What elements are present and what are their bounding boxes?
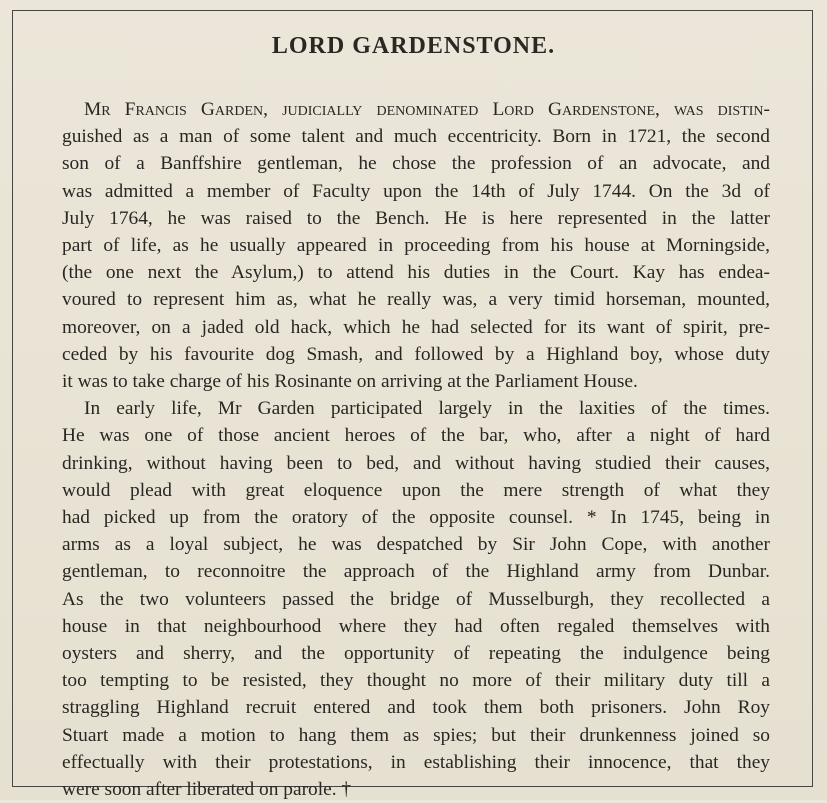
text-line: In early life, Mr Garden participated largely in the laxities of the times.	[84, 398, 770, 420]
text-line: Stuart made a motion to hang them as spies; but their drunkenness joined so	[62, 724, 770, 746]
text-line: oysters and sherry, and the opportunity of repeating the indulgence being	[62, 643, 770, 665]
text-line: moreover, on a jaded old hack, which he had selected for its want of spirit, pre-	[62, 316, 770, 338]
text-line: As the two volunteers passed the bridge of Musselburgh, they recollected a	[62, 588, 770, 610]
text-line: arms as a loyal subject, he was despatched by Sir John Cope, with another	[62, 534, 770, 556]
text-line: gentleman, to reconnoitre the approach of the Highland army from Dunbar.	[62, 561, 770, 583]
text-line: part of life, as he usually appeared in proceeding from his house at Morningside,	[62, 235, 770, 257]
text-line: July 1764, he was raised to the Bench. He is here represented in the latter	[62, 207, 770, 229]
text-line: would plead with great eloquence upon the mere strength of what they	[62, 479, 770, 501]
text-line: He was one of those ancient heroes of the bar, who, after a night of hard	[62, 425, 770, 447]
text-line: straggling Highland recruit entered and took them both prisoners. John Roy	[62, 697, 770, 719]
text-line: ceded by his favourite dog Smash, and followed by a Highland boy, whose duty	[62, 343, 770, 365]
page-title: LORD GARDENSTONE.	[271, 33, 556, 59]
text-line: effectually with their protestations, in establishing their innocence, that they	[62, 751, 770, 773]
text-line: son of a Banffshire gentleman, he chose the profession of an advocate, and	[62, 153, 770, 175]
text-line: drinking, without having been to bed, and without having studied their causes,	[62, 452, 770, 474]
text-line: house in that neighbourhood where they had often regaled themselves with	[62, 615, 770, 637]
text-line: guished as a man of some talent and much eccentricity. Born in 1721, the second	[62, 126, 770, 148]
text-line: were soon after liberated on parole. †	[62, 779, 352, 801]
text-line: was admitted a member of Faculty upon the 14th of July 1744. On the 3d of	[62, 180, 770, 202]
text-line: it was to take charge of his Rosinante on arriving at the Parliament House.	[62, 371, 638, 393]
text-line: had picked up from the oratory of the opposite counsel. * In 1745, being in	[62, 507, 770, 529]
text-line: voured to represent him as, what he really was, a very timid horseman, mounted,	[62, 289, 770, 311]
text-line: (the one next the Asylum,) to attend his duties in the Court. Kay has endea-	[62, 262, 770, 284]
text-line: too tempting to be resisted, they thought no more of their military duty till a	[62, 670, 770, 692]
text-line: Mr Francis Garden, judicially denominated Lord Gardenstone, was distin-	[84, 99, 770, 120]
body-text	[62, 96, 770, 803]
